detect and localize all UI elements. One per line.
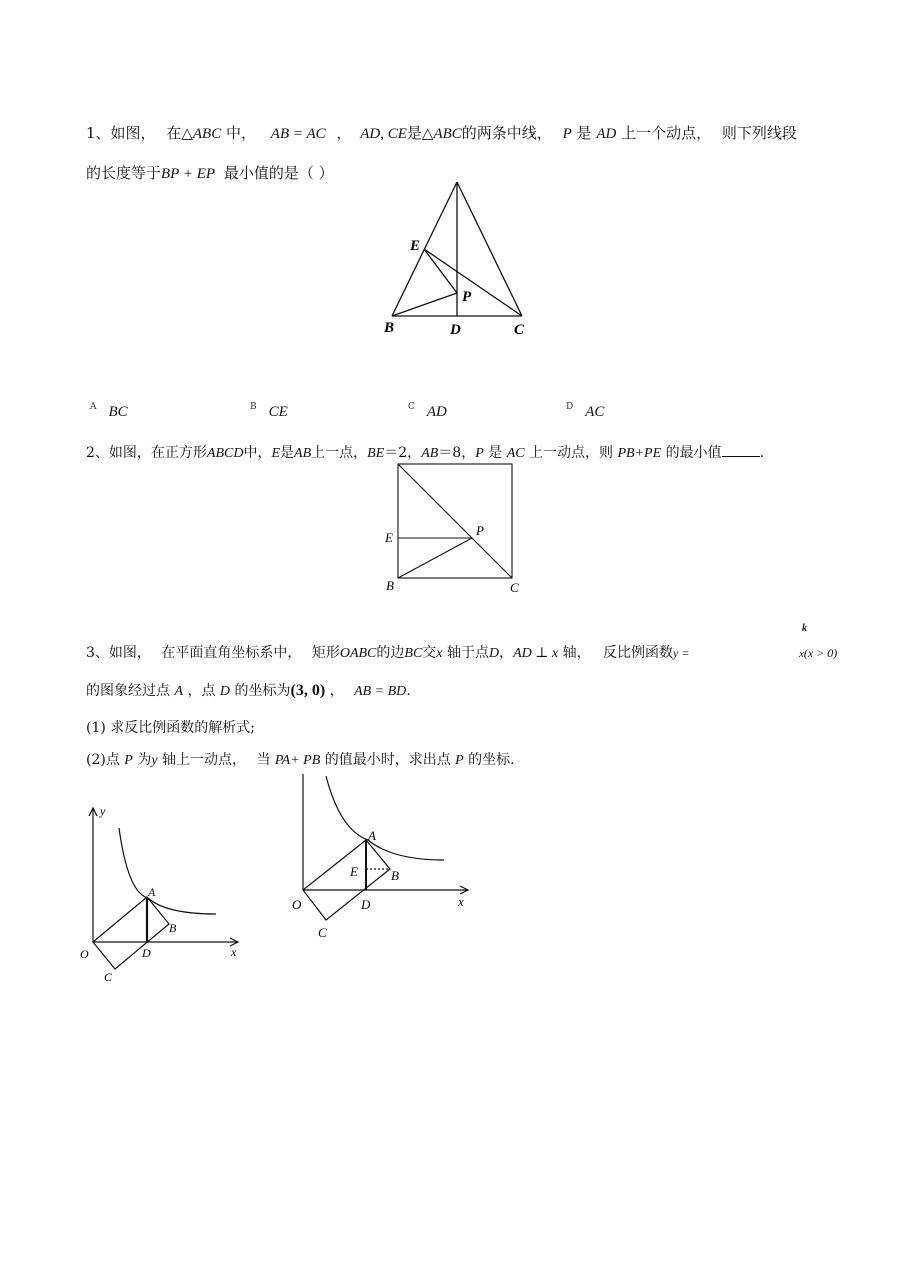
q3-fig1-label-o: O [80, 947, 89, 961]
option-letter: C [408, 402, 415, 412]
q2-text: 上一点， [311, 445, 368, 461]
option-letter: A [90, 402, 97, 412]
q2-text: ＝2， [384, 445, 422, 461]
q3-fig2-hyperbola [326, 776, 444, 860]
q3-point-d: D [219, 684, 231, 699]
q3-text: 轴上一动点， [161, 752, 246, 768]
q2-label-e: E [385, 530, 393, 545]
q3-sub2 [86, 750, 515, 771]
q2-segment-be: BE [367, 446, 385, 461]
q1-segment-ad: AD [596, 126, 617, 142]
q3-text: 在平面直角坐标系中， [161, 645, 302, 661]
q3-line2 [86, 681, 411, 702]
q1-label-p: P [462, 289, 472, 305]
q3-rectangle: OABC [339, 646, 377, 661]
q3-x-axis-ref: x [436, 646, 443, 661]
q2-answer-blank[interactable] [722, 442, 760, 457]
option-letter: B [250, 402, 257, 412]
q1-figure [380, 176, 540, 348]
q2-expression: PB+PE [617, 446, 662, 461]
q1-label-d: D [450, 322, 461, 338]
q3-perpendicular: AD ⊥ x [513, 646, 559, 661]
q3-function-lhs: y = [673, 646, 690, 660]
q3-point-d: D [488, 646, 500, 661]
q1-line2 [86, 163, 334, 184]
q2-text: 的最小值 [665, 445, 722, 461]
q3-point-a: A [174, 684, 184, 699]
q3-point-p: P [455, 753, 464, 768]
q2-diagonal-ac [398, 464, 512, 578]
q2-segment-ab: AB [294, 446, 312, 461]
q1-median-ce [424, 249, 522, 316]
q3-fig2-label-o: O [292, 897, 302, 912]
q1-label-e: E [410, 238, 421, 254]
q1-triangle: △ABC [181, 126, 222, 142]
q1-triangle-diagram [380, 176, 540, 344]
q1-option-b[interactable] [250, 402, 288, 421]
q3-text: ， [329, 683, 344, 699]
q1-text: 是 [576, 124, 592, 142]
option-text: AC [585, 404, 605, 420]
q3-fig1-label-x: x [231, 945, 237, 959]
q3-text: 当 [256, 752, 271, 768]
q3-coordinate: (3, 0) [290, 682, 326, 699]
q3-sub1 [86, 718, 255, 738]
q3-coordinate-diagram-1 [76, 798, 256, 988]
q3-fig2-label-d: D [361, 897, 371, 912]
q3-fig2-label-x: x [458, 894, 464, 909]
q3-fig1-label-b: B [169, 921, 177, 935]
q1-option-c[interactable] [408, 402, 447, 421]
q3-text: 轴， [562, 645, 591, 661]
q1-text: 的两条中线， [461, 124, 552, 142]
q1-text: 的长度等于 [86, 164, 162, 182]
q2-square-diagram [380, 458, 540, 598]
q1-expression: BP + EP [161, 166, 216, 182]
q3-text: 交 [422, 645, 437, 661]
q3-fig1-rectangle [93, 897, 169, 969]
q1-text: 最小值的是（ ） [223, 164, 334, 182]
q3-point-p: P [124, 753, 133, 768]
q1-text: ， [336, 124, 352, 142]
q1-segment-ep [424, 249, 457, 293]
q1-point-p: P [562, 126, 572, 142]
option-letter: D [566, 402, 574, 412]
q2-segment-ab: AB [421, 446, 439, 461]
q2-text: ＝8， [438, 445, 476, 461]
q3-subquestion-1: (1) 求反比例函数的解析式; [86, 720, 255, 736]
q3-fig1-label-y: y [100, 804, 106, 818]
q3-fig1-label-d: D [142, 946, 151, 960]
q1-text: 则下列线段 [721, 124, 797, 142]
q3-coordinate-diagram-2 [288, 772, 478, 942]
q3-text: 为 [137, 752, 152, 768]
q1-triangle: △ABC [421, 126, 462, 142]
q3-line1 [86, 643, 689, 664]
q3-text: 轴于点 [446, 645, 489, 661]
q3-figure-2 [288, 772, 478, 946]
q3-function-domain: (x > 0) [803, 646, 838, 660]
q3-fig2-label-b: B [391, 868, 399, 883]
q3-function-denominator [799, 646, 837, 661]
q3-figure-1 [76, 798, 256, 992]
q2-figure [380, 458, 540, 602]
q2-label-b: B [386, 578, 394, 593]
q1-label-c: C [514, 322, 525, 338]
q3-segment-bc: BC [404, 646, 423, 661]
q3-text: 矩形 [311, 645, 340, 661]
q2-text: 上一动点，则 [529, 445, 614, 461]
q3-text: ， [499, 645, 514, 661]
q3-text: 的边 [376, 645, 405, 661]
q3-text: 的图象经过点 [86, 683, 170, 699]
q3-y-axis-ref: y [151, 753, 158, 768]
q2-segment-bp [398, 538, 472, 578]
q3-function-numerator: k [802, 623, 807, 634]
q3-fig1-hyperbola [119, 828, 216, 914]
q1-label-b: B [384, 320, 395, 336]
q2-text: 2、如图，在正方形 [86, 445, 207, 461]
q1-line1 [86, 123, 797, 144]
q1-text: 中， [226, 124, 257, 142]
q3-text: 的坐标为 [234, 683, 291, 699]
q2-segment-ac: AC [506, 446, 525, 461]
q3-text: 反比例函数 [603, 645, 674, 661]
q3-text: . [406, 683, 411, 699]
q1-text: 1、如图， [86, 124, 156, 142]
option-text: BC [108, 404, 128, 420]
q1-text: 是 [406, 124, 422, 142]
q3-text: 的坐标. [468, 752, 515, 768]
q1-option-d[interactable] [566, 402, 604, 421]
q3-text: 3、如图， [86, 645, 151, 661]
q3-function-x: x [799, 648, 804, 660]
q3-fig2-label-a: A [368, 828, 376, 843]
q3-equation: AB = BD [354, 684, 407, 699]
q2-text: . [759, 445, 765, 461]
q2-text: 是 [280, 445, 295, 461]
q1-option-a[interactable] [90, 402, 128, 421]
q3-text: ，点 [187, 683, 216, 699]
q3-fig2-label-c: C [318, 925, 327, 940]
q3-fig1-label-a: A [148, 885, 156, 899]
q2-label-p: P [476, 523, 484, 538]
q3-text: 的值最小时，求出点 [324, 752, 451, 768]
q2-text: 中， [243, 445, 272, 461]
q1-text: 在 [166, 124, 182, 142]
q2-point-e: E [271, 446, 281, 461]
option-text: AD [426, 404, 447, 420]
q2-square: ABCD [206, 446, 244, 461]
q2-label-c: C [510, 580, 519, 595]
q1-text: 上一个动点， [621, 124, 712, 142]
q3-fig1-label-c: C [104, 970, 113, 984]
q2-point-p: P [475, 446, 484, 461]
q1-medians: AD, CE [360, 126, 407, 142]
q2-text: 是 [488, 445, 503, 461]
q3-text: (2)点 [86, 752, 120, 768]
q1-equation: AB = AC [270, 126, 326, 142]
option-text: CE [268, 404, 288, 420]
q3-expression: PA+ PB [274, 753, 321, 768]
q3-fig2-label-e: E [350, 864, 358, 879]
q3-fig2-rectangle [303, 840, 390, 920]
